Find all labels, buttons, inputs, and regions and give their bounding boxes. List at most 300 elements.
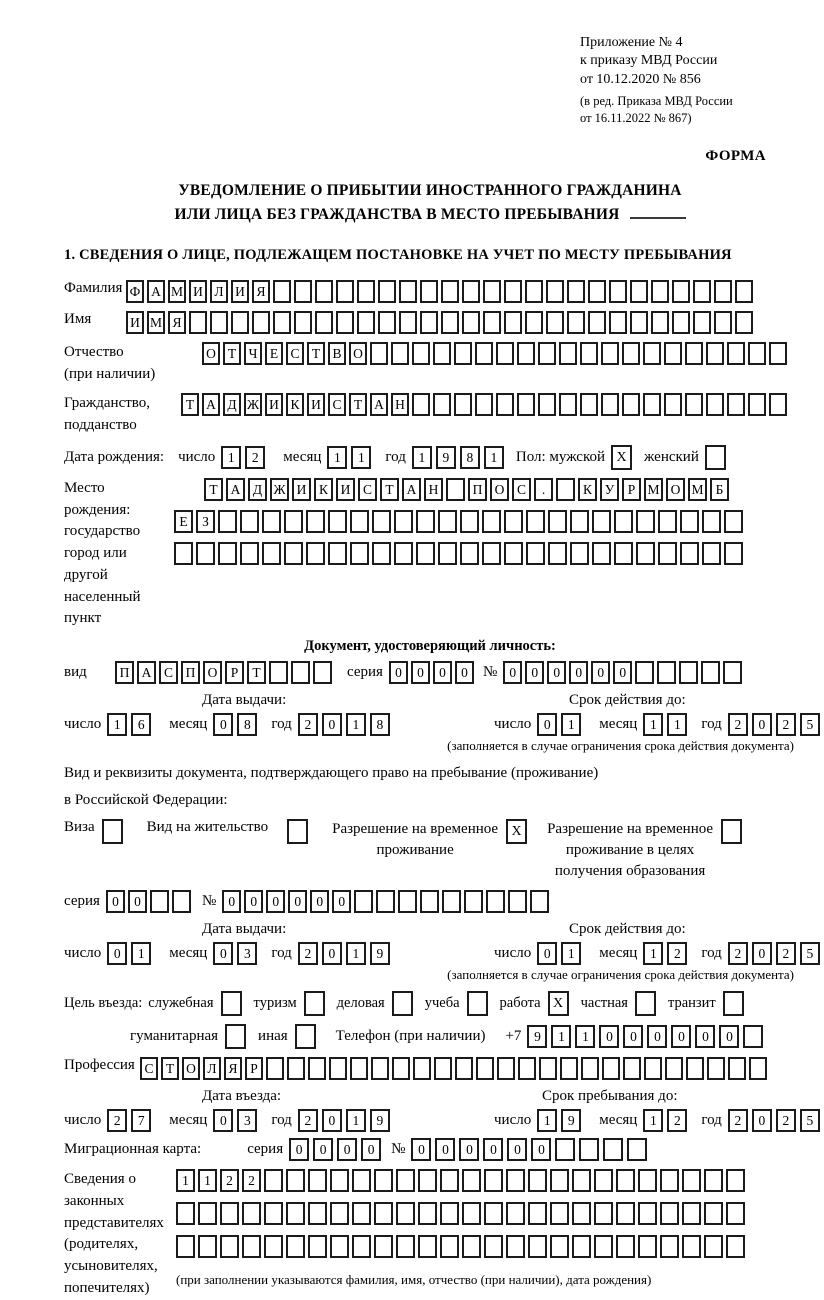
char-cell[interactable] <box>372 510 391 533</box>
char-cell[interactable] <box>706 342 724 365</box>
char-cell[interactable]: Т <box>307 342 325 365</box>
visa-checkbox[interactable] <box>102 819 123 844</box>
char-cell[interactable]: 0 <box>128 890 147 913</box>
char-cell[interactable]: О <box>182 1057 200 1080</box>
char-cell[interactable]: А <box>370 393 388 416</box>
char-cell[interactable]: 3 <box>237 942 257 965</box>
char-cell[interactable] <box>396 1235 415 1258</box>
char-cell[interactable] <box>651 280 669 303</box>
char-cell[interactable]: 1 <box>643 1109 663 1132</box>
char-cell[interactable]: 0 <box>695 1025 715 1048</box>
char-cell[interactable]: О <box>490 478 509 501</box>
char-cell[interactable] <box>328 542 347 565</box>
char-cell[interactable]: 0 <box>266 890 285 913</box>
char-cell[interactable]: 8 <box>370 713 390 736</box>
char-cell[interactable]: 1 <box>176 1169 195 1192</box>
char-cell[interactable] <box>336 280 354 303</box>
char-cell[interactable] <box>315 311 333 334</box>
char-cell[interactable] <box>567 280 585 303</box>
char-cell[interactable]: Т <box>204 478 223 501</box>
char-cell[interactable] <box>550 1235 569 1258</box>
char-cell[interactable] <box>735 311 753 334</box>
char-cell[interactable] <box>706 393 724 416</box>
char-cell[interactable]: 0 <box>455 661 474 684</box>
char-cell[interactable] <box>418 1202 437 1225</box>
char-cell[interactable] <box>198 1235 217 1258</box>
char-cell[interactable] <box>622 342 640 365</box>
char-cell[interactable] <box>769 393 787 416</box>
char-cell[interactable] <box>264 1235 283 1258</box>
purpose-tourism-checkbox[interactable] <box>304 991 325 1016</box>
char-cell[interactable] <box>413 1057 431 1080</box>
char-cell[interactable] <box>462 1169 481 1192</box>
char-cell[interactable] <box>727 342 745 365</box>
char-cell[interactable] <box>455 1057 473 1080</box>
char-cell[interactable]: 9 <box>527 1025 547 1048</box>
char-cell[interactable]: А <box>402 478 421 501</box>
char-cell[interactable] <box>528 1202 547 1225</box>
char-cell[interactable] <box>412 393 430 416</box>
char-cell[interactable]: 2 <box>245 446 265 469</box>
char-cell[interactable]: 1 <box>346 1109 366 1132</box>
char-cell[interactable] <box>242 1235 261 1258</box>
char-cell[interactable] <box>306 510 325 533</box>
char-cell[interactable]: 3 <box>237 1109 257 1132</box>
char-cell[interactable] <box>440 1235 459 1258</box>
char-cell[interactable] <box>635 661 654 684</box>
char-cell[interactable]: С <box>512 478 531 501</box>
char-cell[interactable]: Ж <box>270 478 289 501</box>
char-cell[interactable] <box>567 311 585 334</box>
char-cell[interactable]: С <box>159 661 178 684</box>
char-cell[interactable]: 7 <box>131 1109 151 1132</box>
char-cell[interactable]: А <box>226 478 245 501</box>
char-cell[interactable]: 0 <box>213 942 233 965</box>
char-cell[interactable] <box>726 1202 745 1225</box>
char-cell[interactable] <box>440 1202 459 1225</box>
char-cell[interactable] <box>707 1057 725 1080</box>
char-cell[interactable] <box>555 1138 575 1161</box>
purpose-work-checkbox[interactable]: X <box>548 991 569 1016</box>
char-cell[interactable] <box>370 342 388 365</box>
residence-permit-checkbox[interactable] <box>287 819 308 844</box>
char-cell[interactable] <box>308 1202 327 1225</box>
char-cell[interactable]: 2 <box>667 942 687 965</box>
char-cell[interactable] <box>330 1202 349 1225</box>
char-cell[interactable] <box>548 542 567 565</box>
char-cell[interactable] <box>218 510 237 533</box>
char-cell[interactable] <box>693 280 711 303</box>
char-cell[interactable]: 0 <box>288 890 307 913</box>
char-cell[interactable]: 0 <box>332 890 351 913</box>
char-cell[interactable]: И <box>307 393 325 416</box>
char-cell[interactable] <box>682 1169 701 1192</box>
char-cell[interactable] <box>240 542 259 565</box>
char-cell[interactable] <box>441 311 459 334</box>
char-cell[interactable] <box>702 542 721 565</box>
char-cell[interactable]: Т <box>349 393 367 416</box>
char-cell[interactable]: П <box>468 478 487 501</box>
char-cell[interactable] <box>517 393 535 416</box>
char-cell[interactable]: 0 <box>647 1025 667 1048</box>
char-cell[interactable] <box>728 1057 746 1080</box>
char-cell[interactable] <box>394 542 413 565</box>
char-cell[interactable]: О <box>666 478 685 501</box>
purpose-study-checkbox[interactable] <box>467 991 488 1016</box>
char-cell[interactable] <box>743 1025 763 1048</box>
char-cell[interactable] <box>704 1169 723 1192</box>
char-cell[interactable] <box>350 1057 368 1080</box>
char-cell[interactable] <box>433 342 451 365</box>
char-cell[interactable]: М <box>688 478 707 501</box>
char-cell[interactable] <box>420 890 439 913</box>
char-cell[interactable] <box>664 393 682 416</box>
purpose-commercial-checkbox[interactable] <box>392 991 413 1016</box>
char-cell[interactable]: 0 <box>337 1138 357 1161</box>
char-cell[interactable]: 2 <box>776 942 796 965</box>
char-cell[interactable]: 0 <box>222 890 241 913</box>
char-cell[interactable] <box>371 1057 389 1080</box>
char-cell[interactable] <box>462 311 480 334</box>
char-cell[interactable] <box>682 1235 701 1258</box>
male-checkbox[interactable]: X <box>611 445 632 470</box>
char-cell[interactable]: 1 <box>643 713 663 736</box>
char-cell[interactable]: 0 <box>435 1138 455 1161</box>
char-cell[interactable] <box>315 280 333 303</box>
char-cell[interactable] <box>714 311 732 334</box>
char-cell[interactable] <box>484 1169 503 1192</box>
char-cell[interactable] <box>264 1169 283 1192</box>
char-cell[interactable] <box>748 342 766 365</box>
char-cell[interactable] <box>769 342 787 365</box>
char-cell[interactable] <box>616 1235 635 1258</box>
char-cell[interactable]: Т <box>223 342 241 365</box>
char-cell[interactable] <box>273 311 291 334</box>
char-cell[interactable] <box>462 1235 481 1258</box>
char-cell[interactable]: 0 <box>719 1025 739 1048</box>
char-cell[interactable] <box>352 1169 371 1192</box>
char-cell[interactable] <box>396 1202 415 1225</box>
char-cell[interactable]: 0 <box>213 713 233 736</box>
char-cell[interactable] <box>630 311 648 334</box>
char-cell[interactable] <box>269 661 288 684</box>
char-cell[interactable]: 0 <box>310 890 329 913</box>
char-cell[interactable] <box>723 661 742 684</box>
char-cell[interactable]: Д <box>223 393 241 416</box>
char-cell[interactable]: 5 <box>800 942 820 965</box>
char-cell[interactable] <box>412 342 430 365</box>
char-cell[interactable] <box>357 311 375 334</box>
char-cell[interactable] <box>506 1235 525 1258</box>
char-cell[interactable]: С <box>328 393 346 416</box>
char-cell[interactable]: 2 <box>776 713 796 736</box>
char-cell[interactable] <box>218 542 237 565</box>
char-cell[interactable] <box>538 342 556 365</box>
char-cell[interactable] <box>749 1057 767 1080</box>
char-cell[interactable]: . <box>534 478 553 501</box>
char-cell[interactable] <box>588 280 606 303</box>
char-cell[interactable] <box>376 890 395 913</box>
char-cell[interactable] <box>398 890 417 913</box>
char-cell[interactable]: 1 <box>351 446 371 469</box>
char-cell[interactable]: 0 <box>313 1138 333 1161</box>
char-cell[interactable]: Т <box>247 661 266 684</box>
char-cell[interactable]: У <box>600 478 619 501</box>
char-cell[interactable] <box>484 1235 503 1258</box>
char-cell[interactable] <box>614 542 633 565</box>
char-cell[interactable] <box>391 342 409 365</box>
char-cell[interactable] <box>572 1235 591 1258</box>
char-cell[interactable]: 1 <box>643 942 663 965</box>
char-cell[interactable] <box>685 393 703 416</box>
char-cell[interactable]: 2 <box>298 713 318 736</box>
char-cell[interactable] <box>242 1202 261 1225</box>
char-cell[interactable] <box>559 393 577 416</box>
char-cell[interactable] <box>508 890 527 913</box>
char-cell[interactable]: 1 <box>221 446 241 469</box>
char-cell[interactable] <box>726 1235 745 1258</box>
char-cell[interactable]: О <box>203 661 222 684</box>
char-cell[interactable] <box>308 1057 326 1080</box>
char-cell[interactable] <box>475 342 493 365</box>
char-cell[interactable] <box>748 393 766 416</box>
char-cell[interactable] <box>220 1202 239 1225</box>
char-cell[interactable] <box>714 280 732 303</box>
char-cell[interactable] <box>308 1169 327 1192</box>
char-cell[interactable] <box>454 393 472 416</box>
char-cell[interactable]: Р <box>245 1057 263 1080</box>
char-cell[interactable]: Т <box>380 478 399 501</box>
char-cell[interactable]: Т <box>161 1057 179 1080</box>
char-cell[interactable]: 0 <box>752 1109 772 1132</box>
edu-residence-permit-checkbox[interactable] <box>721 819 742 844</box>
char-cell[interactable]: Ф <box>126 280 144 303</box>
char-cell[interactable] <box>482 510 501 533</box>
char-cell[interactable] <box>462 1202 481 1225</box>
char-cell[interactable] <box>231 311 249 334</box>
char-cell[interactable] <box>433 393 451 416</box>
char-cell[interactable] <box>176 1235 195 1258</box>
char-cell[interactable]: 2 <box>242 1169 261 1192</box>
char-cell[interactable] <box>273 280 291 303</box>
char-cell[interactable]: 0 <box>411 1138 431 1161</box>
char-cell[interactable] <box>636 510 655 533</box>
char-cell[interactable] <box>528 1169 547 1192</box>
char-cell[interactable]: П <box>115 661 134 684</box>
char-cell[interactable]: Ч <box>244 342 262 365</box>
char-cell[interactable] <box>693 311 711 334</box>
char-cell[interactable]: 2 <box>728 713 748 736</box>
char-cell[interactable] <box>196 542 215 565</box>
char-cell[interactable] <box>660 1169 679 1192</box>
char-cell[interactable]: 2 <box>298 1109 318 1132</box>
char-cell[interactable] <box>506 1169 525 1192</box>
char-cell[interactable]: 1 <box>667 713 687 736</box>
char-cell[interactable] <box>294 311 312 334</box>
char-cell[interactable] <box>579 1138 599 1161</box>
char-cell[interactable] <box>560 1057 578 1080</box>
char-cell[interactable] <box>483 311 501 334</box>
char-cell[interactable]: 0 <box>322 713 342 736</box>
char-cell[interactable] <box>172 890 191 913</box>
char-cell[interactable] <box>313 661 332 684</box>
char-cell[interactable]: 5 <box>800 713 820 736</box>
char-cell[interactable]: 0 <box>389 661 408 684</box>
char-cell[interactable] <box>570 510 589 533</box>
char-cell[interactable] <box>350 542 369 565</box>
char-cell[interactable]: М <box>168 280 186 303</box>
char-cell[interactable] <box>220 1235 239 1258</box>
char-cell[interactable] <box>174 542 193 565</box>
char-cell[interactable] <box>518 1057 536 1080</box>
char-cell[interactable] <box>336 311 354 334</box>
char-cell[interactable] <box>616 1169 635 1192</box>
char-cell[interactable] <box>594 1169 613 1192</box>
char-cell[interactable] <box>482 542 501 565</box>
char-cell[interactable]: Я <box>168 311 186 334</box>
char-cell[interactable] <box>638 1202 657 1225</box>
char-cell[interactable]: А <box>137 661 156 684</box>
char-cell[interactable] <box>559 342 577 365</box>
char-cell[interactable]: 0 <box>483 1138 503 1161</box>
char-cell[interactable] <box>546 280 564 303</box>
char-cell[interactable] <box>726 1169 745 1192</box>
char-cell[interactable] <box>330 1169 349 1192</box>
char-cell[interactable] <box>651 311 669 334</box>
char-cell[interactable] <box>416 510 435 533</box>
char-cell[interactable] <box>572 1202 591 1225</box>
char-cell[interactable]: И <box>265 393 283 416</box>
char-cell[interactable] <box>475 393 493 416</box>
char-cell[interactable] <box>665 1057 683 1080</box>
char-cell[interactable] <box>603 1138 623 1161</box>
char-cell[interactable]: 0 <box>289 1138 309 1161</box>
char-cell[interactable]: 0 <box>752 942 772 965</box>
char-cell[interactable]: 0 <box>411 661 430 684</box>
char-cell[interactable]: 6 <box>131 713 151 736</box>
char-cell[interactable]: Б <box>710 478 729 501</box>
char-cell[interactable] <box>378 280 396 303</box>
char-cell[interactable]: С <box>140 1057 158 1080</box>
char-cell[interactable]: 2 <box>776 1109 796 1132</box>
char-cell[interactable]: 1 <box>484 446 504 469</box>
char-cell[interactable]: 2 <box>107 1109 127 1132</box>
char-cell[interactable]: 0 <box>547 661 566 684</box>
char-cell[interactable] <box>517 342 535 365</box>
char-cell[interactable]: 0 <box>531 1138 551 1161</box>
char-cell[interactable]: 0 <box>537 942 557 965</box>
char-cell[interactable] <box>291 661 310 684</box>
char-cell[interactable] <box>592 510 611 533</box>
char-cell[interactable]: А <box>147 280 165 303</box>
char-cell[interactable] <box>374 1202 393 1225</box>
char-cell[interactable]: 0 <box>107 942 127 965</box>
char-cell[interactable] <box>460 510 479 533</box>
char-cell[interactable]: 1 <box>561 942 581 965</box>
char-cell[interactable] <box>286 1235 305 1258</box>
char-cell[interactable] <box>686 1057 704 1080</box>
char-cell[interactable]: К <box>578 478 597 501</box>
char-cell[interactable] <box>286 1202 305 1225</box>
char-cell[interactable] <box>418 1169 437 1192</box>
char-cell[interactable] <box>252 311 270 334</box>
char-cell[interactable] <box>330 1235 349 1258</box>
char-cell[interactable] <box>486 890 505 913</box>
char-cell[interactable] <box>460 542 479 565</box>
char-cell[interactable]: И <box>189 280 207 303</box>
char-cell[interactable]: 1 <box>537 1109 557 1132</box>
char-cell[interactable] <box>352 1202 371 1225</box>
char-cell[interactable] <box>638 1235 657 1258</box>
char-cell[interactable]: Н <box>391 393 409 416</box>
char-cell[interactable]: Я <box>252 280 270 303</box>
char-cell[interactable]: 0 <box>361 1138 381 1161</box>
char-cell[interactable] <box>580 393 598 416</box>
char-cell[interactable]: И <box>336 478 355 501</box>
char-cell[interactable]: Н <box>424 478 443 501</box>
char-cell[interactable] <box>704 1235 723 1258</box>
char-cell[interactable]: М <box>147 311 165 334</box>
char-cell[interactable] <box>496 342 514 365</box>
char-cell[interactable]: 8 <box>460 446 480 469</box>
char-cell[interactable]: 1 <box>198 1169 217 1192</box>
char-cell[interactable] <box>264 1202 283 1225</box>
char-cell[interactable] <box>623 1057 641 1080</box>
char-cell[interactable] <box>735 280 753 303</box>
temp-residence-permit-checkbox[interactable]: X <box>506 819 527 844</box>
char-cell[interactable]: 0 <box>613 661 632 684</box>
char-cell[interactable]: 9 <box>370 1109 390 1132</box>
char-cell[interactable]: 1 <box>551 1025 571 1048</box>
char-cell[interactable]: 2 <box>728 1109 748 1132</box>
char-cell[interactable]: 0 <box>244 890 263 913</box>
char-cell[interactable] <box>602 1057 620 1080</box>
char-cell[interactable]: 0 <box>106 890 125 913</box>
char-cell[interactable] <box>441 280 459 303</box>
char-cell[interactable] <box>657 661 676 684</box>
char-cell[interactable] <box>198 1202 217 1225</box>
char-cell[interactable] <box>484 1202 503 1225</box>
char-cell[interactable] <box>556 478 575 501</box>
char-cell[interactable] <box>374 1169 393 1192</box>
char-cell[interactable]: 1 <box>107 713 127 736</box>
char-cell[interactable] <box>594 1235 613 1258</box>
purpose-transit-checkbox[interactable] <box>723 991 744 1016</box>
char-cell[interactable] <box>328 510 347 533</box>
char-cell[interactable] <box>496 393 514 416</box>
char-cell[interactable]: Р <box>225 661 244 684</box>
char-cell[interactable] <box>679 661 698 684</box>
char-cell[interactable]: З <box>196 510 215 533</box>
char-cell[interactable] <box>286 1169 305 1192</box>
char-cell[interactable]: С <box>358 478 377 501</box>
char-cell[interactable] <box>483 280 501 303</box>
purpose-humanitarian-checkbox[interactable] <box>225 1024 246 1049</box>
char-cell[interactable] <box>660 1235 679 1258</box>
char-cell[interactable]: Ж <box>244 393 262 416</box>
char-cell[interactable] <box>704 1202 723 1225</box>
char-cell[interactable] <box>580 342 598 365</box>
char-cell[interactable]: 1 <box>575 1025 595 1048</box>
char-cell[interactable] <box>627 1138 647 1161</box>
char-cell[interactable]: 0 <box>322 1109 342 1132</box>
char-cell[interactable] <box>464 890 483 913</box>
char-cell[interactable] <box>189 311 207 334</box>
char-cell[interactable] <box>392 1057 410 1080</box>
char-cell[interactable] <box>622 393 640 416</box>
char-cell[interactable] <box>538 393 556 416</box>
char-cell[interactable]: А <box>202 393 220 416</box>
